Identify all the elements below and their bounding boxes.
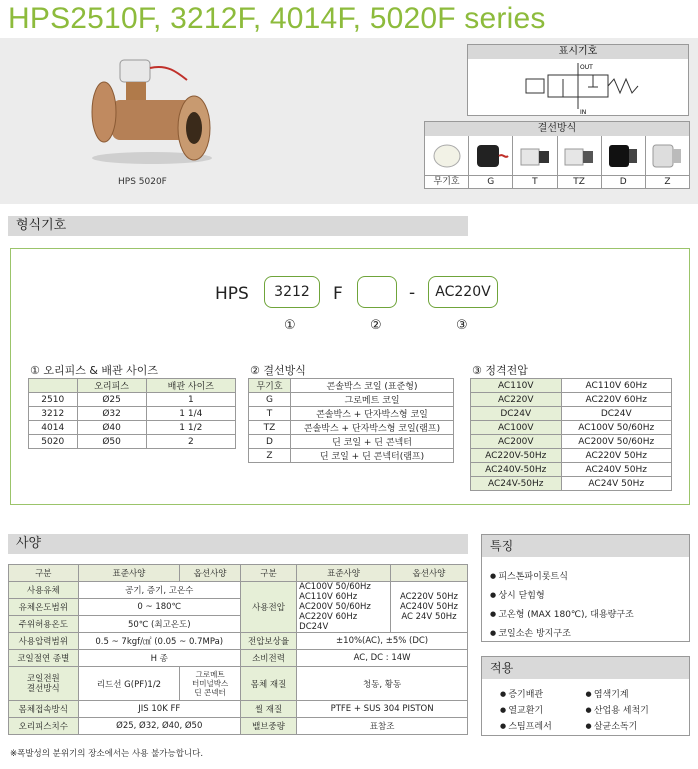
table-row: AC200V AC200V 50/60Hz xyxy=(471,435,672,449)
applications-heading: 적용 xyxy=(482,657,689,679)
wiring-label: TZ xyxy=(558,176,602,188)
list-item: ● 살균소독기 xyxy=(586,719,672,732)
valve-photo xyxy=(82,50,222,168)
voltage-table-title: ③ 정격전압 xyxy=(472,364,528,377)
code-prefix: HPS xyxy=(215,284,249,304)
table-row: 5020 Ø50 2 xyxy=(29,435,236,449)
table-row: AC240V-50Hz AC240V 50Hz xyxy=(471,463,672,477)
orifice-table-title: ① 오리피스 & 배관 사이즈 xyxy=(30,364,159,377)
symbol-box xyxy=(467,44,689,116)
symbol-heading: 표시기호 xyxy=(468,45,688,59)
features-heading: 특징 xyxy=(482,535,689,557)
coil-din-lamp-icon xyxy=(646,136,689,175)
list-item: ● 고온형 (MAX 180℃), 대용량구조 xyxy=(490,607,681,620)
wiring-label: 무기호 xyxy=(425,176,469,188)
wiring-label: G xyxy=(469,176,513,188)
coil-din-icon xyxy=(602,136,646,175)
wiring-heading: 결선방식 xyxy=(425,122,689,136)
table-row: 3212 Ø32 1 1/4 xyxy=(29,407,236,421)
table-row: 무기호 콘솔박스 코일 (표준형) xyxy=(249,379,454,393)
page-title: HPS2510F, 3212F, 4014F, 5020F series xyxy=(8,2,546,35)
table-row: TZ 콘솔박스 + 단자박스형 코일(램프) xyxy=(249,421,454,435)
table-row: T 콘솔박스 + 단자박스형 코일 xyxy=(249,407,454,421)
table-row: AC220V-50Hz AC220V 50Hz xyxy=(471,449,672,463)
applications-box xyxy=(481,656,690,736)
table-row: DC24V DC24V xyxy=(471,407,672,421)
usage-note: ※폭발성의 분위기의 장소에서는 사용 불가능합니다. xyxy=(10,749,204,759)
type-letter: F xyxy=(333,284,343,304)
spec-section-heading: 사양 xyxy=(8,534,468,554)
marker-3: ③ xyxy=(456,318,468,333)
table-row: G 그로메트 코일 xyxy=(249,393,454,407)
wiring-box xyxy=(424,121,690,189)
wiring-label: D xyxy=(602,176,646,188)
list-item: ● 피스톤파이롯트식 xyxy=(490,569,681,582)
table-row: Z 딘 코일 + 딘 콘넥터(램프) xyxy=(249,449,454,463)
spec-table: 구분 표준사양 옵션사양 구분 표준사양 옵션사양 사용유체 공기, 증기, 고온수 사용전압 AC100V 50/60Hz AC110V 60Hz AC200V 50/60Hz AC220V 60Hz DC24V AC220V 50Hz AC240V 50Hz AC 24V 50Hz 유체온도범위 0 ~ 180℃ 주위허용온도 50℃ (최고온도) 사용압력범위 0.5 ~ 7kgf/㎠ (0.05 ~ 0.7MPa) 전압보상율 ±10%(AC), ±5% (DC) 코일절연 종별 H 종 소비전력 AC, DC : 14W 코일전원 결선방식 리드선 G(PF)1/2 그로메트 터미널박스 딘 콘넥터 몸체 재질 청동, 황동 몸체접속방식 JIS 10K FF 씰 재질 PTFE + SUS 304 PISTON 오리피스치수 Ø25, Ø32, Ø40, Ø50 밸브중량 표참조 xyxy=(8,564,468,735)
code-section-heading: 형식기호 xyxy=(8,216,468,236)
marker-2: ② xyxy=(370,318,382,333)
list-item: ● 코일소손 방지구조 xyxy=(490,626,681,639)
photo-caption: HPS 5020F xyxy=(118,177,167,187)
code-dash: - xyxy=(409,283,416,303)
wiring-table-title: ② 결선방식 xyxy=(250,364,306,377)
table-row: D 딘 코일 + 딘 콘넥터 xyxy=(249,435,454,449)
coil-standard-icon xyxy=(425,136,469,175)
voltage-table xyxy=(470,378,672,491)
orifice-table: 오리피스 배관 사이즈 2510 Ø25 1 3212 Ø32 1 1/4 4014 Ø40 1 1/2 5020 Ø50 2 xyxy=(28,378,236,449)
wiring-table xyxy=(248,378,454,463)
list-item: ● 스팀프레서 xyxy=(500,719,586,732)
table-row: 4014 Ø40 1 1/2 xyxy=(29,421,236,435)
table-row: 2510 Ø25 1 xyxy=(29,393,236,407)
list-item: ● 상시 닫힘형 xyxy=(490,588,681,601)
wiring-label: Z xyxy=(664,177,671,187)
valve-symbol-icon xyxy=(468,59,688,115)
symbol-in-label: IN xyxy=(580,109,587,115)
table-row: AC100V AC100V 50/60Hz xyxy=(471,421,672,435)
wiring-label: T xyxy=(513,176,557,188)
features-box xyxy=(481,534,690,642)
list-item: ● 열교환기 xyxy=(500,703,586,716)
table-row: AC220V AC220V 60Hz xyxy=(471,393,672,407)
symbol-out-label: OUT xyxy=(580,64,593,71)
coil-terminal-lamp-icon xyxy=(558,136,602,175)
marker-1: ① xyxy=(284,318,296,333)
wiring-code-pill xyxy=(357,276,397,308)
coil-grommet-icon xyxy=(469,136,513,175)
table-row: AC24V-50Hz AC24V 50Hz xyxy=(471,477,672,491)
list-item: ● 증기배관 xyxy=(500,687,586,700)
list-item: ● 산업용 세척기 xyxy=(586,703,672,716)
coil-terminal-icon xyxy=(513,136,557,175)
list-item: ● 염색기계 xyxy=(586,687,672,700)
table-row: AC110V AC110V 60Hz xyxy=(471,379,672,393)
voltage-code-pill: AC220V xyxy=(428,276,498,308)
orifice-code-pill: 3212 xyxy=(264,276,320,308)
